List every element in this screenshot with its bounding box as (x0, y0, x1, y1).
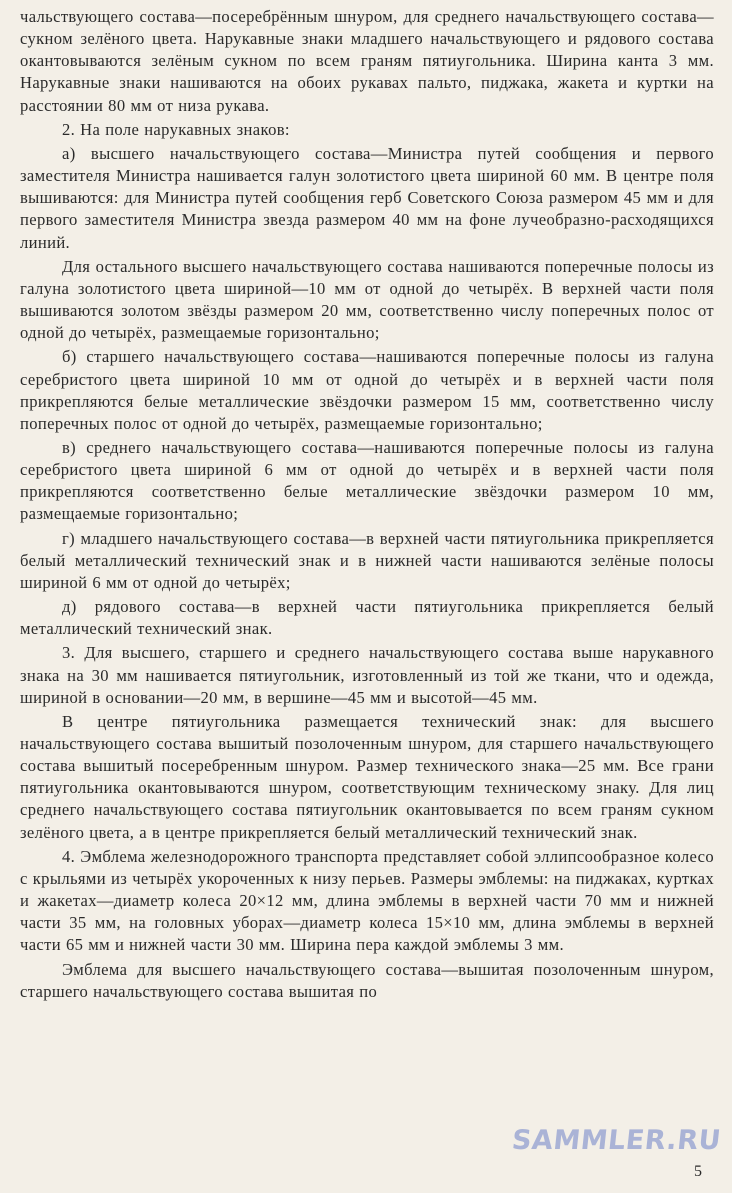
paragraph-section-2-heading: 2. На поле нарукавных знаков: (62, 119, 290, 139)
paragraph-item-b: б) старшего начальствующего состава—нашиваются поперечные полосы из галуна серебристого цвета шириной 10 мм от одной до четырёх и в верхней части поля прикрепляются белые металлические звёздочки размером 15 мм, соответственно числу поперечных полос от одной до четырёх, размещаемые горизонтально; (20, 347, 714, 433)
paragraph-item-g: г) младшего начальствующего состава—в верхней части пятиугольника прикрепляется белый металлический технический знак и в нижней части нашиваются зелёные полосы шириной 6 мм от одной до четырёх; (20, 528, 714, 592)
paragraph-technical-sign: В центре пятиугольника размещается технический знак: для высшего начальствующего состава вышитый позолоченным шнуром, для старшего начальствующего состава вышитый посеребренным шнуром. Размер технического знака—25 мм. Все грани пятиугольника окантовываются шнуром, соответствующим техническому знаку. Для лиц среднего начальствующего состава пятиугольник окантовывается по всем граням сукном зелёного цвета, а в центре прикрепляется белый металлический технический знак. (20, 711, 714, 842)
paragraph-section-3: 3. Для высшего, старшего и среднего начальствующего состава выше нарукавного знака на 30 мм нашивается пятиугольник, изготовленный из той же ткани, что и одежда, шириной в основании—20 мм, в вершине—45 мм и высотой—45 мм. (20, 643, 714, 707)
paragraph-item-d: д) рядового состава—в верхней части пятиугольника прикрепляется белый металлический технический знак. (20, 597, 714, 639)
paragraph-section-4-emblem: 4. Эмблема железнодорожного транспорта представляет собой эллипсообразное колесо с крыльями из четырёх укороченных к низу перьев. Размеры эмблемы: на пиджаках, куртках и жакетах—диаметр колеса 20×12 мм, длина эмблемы в верхней части 70 мм и нижней части 35 мм, на головных уборах—диаметр колеса 15×10 мм, длина эмблемы в верхней части 65 мм и нижней части 30 мм. Ширина пера каждой эмблемы 3 мм. (20, 846, 714, 955)
paragraph-item-v: в) среднего начальствующего состава—нашиваются поперечные полосы из галуна серебристого цвета шириной 6 мм от одной до четырёх и в верхней части поля прикрепляются соответственно белые металлические звёздочки размером 10 мм, размещаемые горизонтально; (20, 437, 714, 524)
watermark: SAMMLER.RU (510, 1125, 723, 1156)
paragraph-intro-continuation: чальствующего состава—посеребрённым шнуром, для среднего начальствующего состава—сукном зелёного цвета. Нарукавные знаки младшего начальствующего и рядового состава окантовываются зелёным сукном по всем граням пятиугольника. Ширина канта 3 мм. Нарукавные знаки нашиваются на обоих рукавах пальто, пиджака, жакета и куртки на расстоянии 80 мм от низа рукава. (20, 7, 714, 115)
paragraph-emblem-senior: Эмблема для высшего начальствующего состава—вышитая позолоченным шнуром, старшего начальствующего состава вышитая по (20, 959, 714, 1001)
paragraph-item-a: а) высшего начальствующего состава—Министра путей сообщения и первого заместителя Министра нашивается галун золотистого цвета шириной 60 мм. В центре поля вышиваются: для Министра путей сообщения герб Советского Союза размером 45 мм и для первого заместителя Министра звезда размером 40 мм на фоне лучеобразно-расходящихся линий. (20, 143, 714, 252)
document-body (20, 6, 714, 1003)
paragraph-other-senior-staff: Для остального высшего начальствующего состава нашиваются поперечные полосы из галуна золотистого цвета шириной—10 мм от одной до четырёх. В верхней части поля вышиваются золотом звёзды размером 20 мм, соответственно числу поперечных полос от одной до четырёх, размещаемые горизонтально; (20, 256, 714, 343)
page-number: 5 (694, 1163, 702, 1180)
